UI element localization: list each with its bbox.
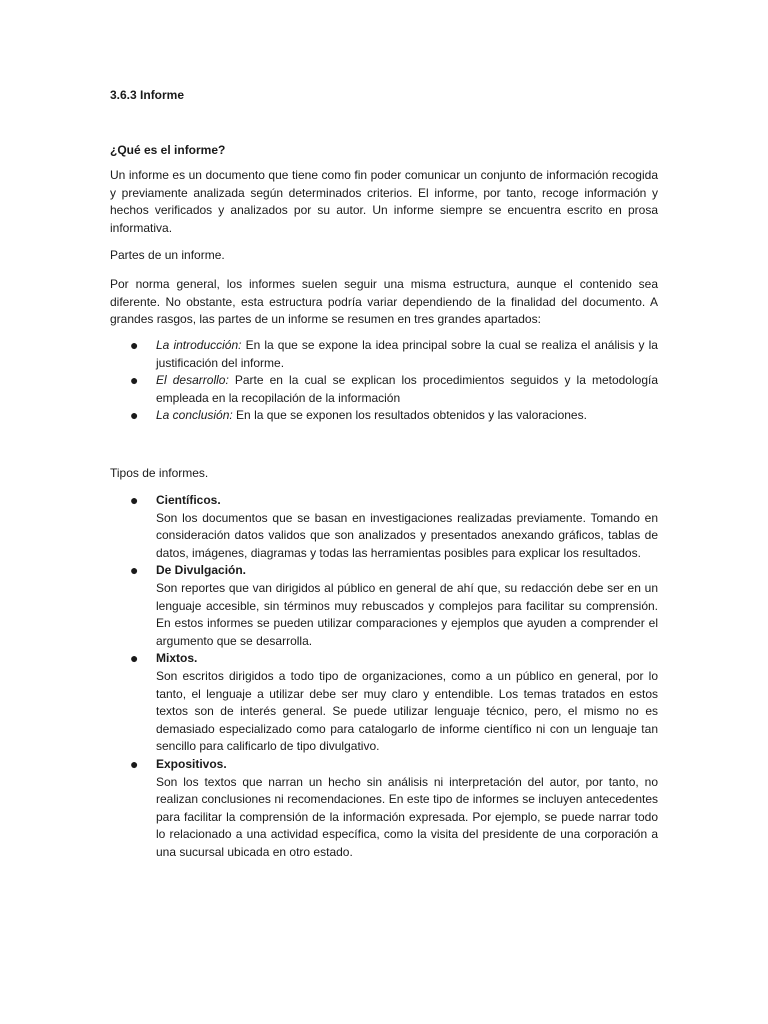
type-title: Expositivos. (156, 756, 227, 771)
bullet-icon: ● (130, 492, 139, 508)
type-title: Mixtos. (156, 651, 198, 666)
bullet-icon: ● (130, 407, 139, 424)
bullet-icon: ● (130, 755, 139, 772)
type-description: Son reportes que van dirigidos al público en general de ahí que, su redacción debe ser en un lenguaje accesible, sin términos muy rebuscados y complejos para facilitar su comprensión. En estos informes se pueden utilizar comparaciones y ejemplos que ayuden a comprender el argumento que se desarrolla. (156, 580, 658, 648)
list-item (110, 337, 658, 372)
type-title: De Divulgación. (156, 563, 247, 578)
bullet-icon: ● (130, 337, 139, 353)
type-title: Científicos. (156, 493, 221, 507)
list-item (110, 407, 658, 425)
type-description: Son escritos dirigidos a todo tipo de organizaciones, como a un público en general, por lo tanto, el lenguaje a utilizar debe ser muy claro y entendible. Los temas tratados en estos textos son de interés general. Se puede utilizar lenguaje técnico, pero, el mismo no es demasiado especializado como para catalogarlo de informe científico ni con un lenguaje tan sencillo para calificarlo de tipo divulgativo. (156, 668, 658, 754)
parts-paragraph: Por norma general, los informes suelen seguir una misma estructura, aunque el contenido sea diferente. No obstante, esta estructura podría variar dependiendo de la finalidad del documento. A grandes rasgos, las partes de un informe se resumen en tres grandes apartados: (110, 277, 658, 327)
bullet-icon: ● (130, 372, 139, 389)
section-title: 3.6.3 Informe (110, 88, 185, 102)
part-text: En la que se exponen los resultados obtenidos y las valoraciones. (232, 408, 587, 423)
types-list (110, 492, 658, 861)
parts-list (110, 337, 658, 425)
parts-heading: Partes de un informe. (110, 248, 225, 262)
type-description: Son los documentos que se basan en investigaciones realizadas previamente. Tomando en consideración datos validos que son analizados y presentados anexando gráficos, tablas de datos, imágenes, diagramas y todas las herramientas posibles para explicar los resultados. (156, 510, 658, 560)
bullet-icon: ● (130, 650, 139, 667)
types-heading: Tipos de informes. (110, 466, 209, 480)
list-item (110, 562, 658, 650)
part-text: Parte en la cual se explican los procedimientos seguidos y la metodología empleada en la recopilación de la información (156, 373, 658, 405)
part-term: La conclusión: (156, 408, 233, 423)
part-text: En la que se expone la idea principal sobre la cual se realiza el análisis y la justificación del informe. (156, 338, 658, 370)
bullet-icon: ● (130, 562, 139, 579)
intro-paragraph: Un informe es un documento que tiene como fin poder comunicar un conjunto de información recogida y previamente analizada según determinados criterios. El informe, por tanto, recoge información y hechos verificados y analizados por su autor. Un informe siempre se encuentra escrito en prosa informativa. (110, 168, 658, 235)
part-term: El desarrollo: (156, 373, 229, 388)
question-heading: ¿Qué es el informe? (110, 143, 226, 157)
type-description: Son los textos que narran un hecho sin análisis ni interpretación del autor, por tanto, no realizan conclusiones ni recomendaciones. En este tipo de informes se incluyen antecedentes para facilitar la comprensión de la información expresada. Por ejemplo, se puede narrar todo lo relacionado a una actividad específica, como la visita del presidente de una corporación a una sucursal ubicada en otro estado. (156, 774, 658, 859)
list-item (110, 492, 658, 562)
part-term: La introducción: (156, 338, 242, 352)
list-item (110, 756, 658, 862)
list-item (110, 372, 658, 407)
list-item (110, 650, 658, 756)
